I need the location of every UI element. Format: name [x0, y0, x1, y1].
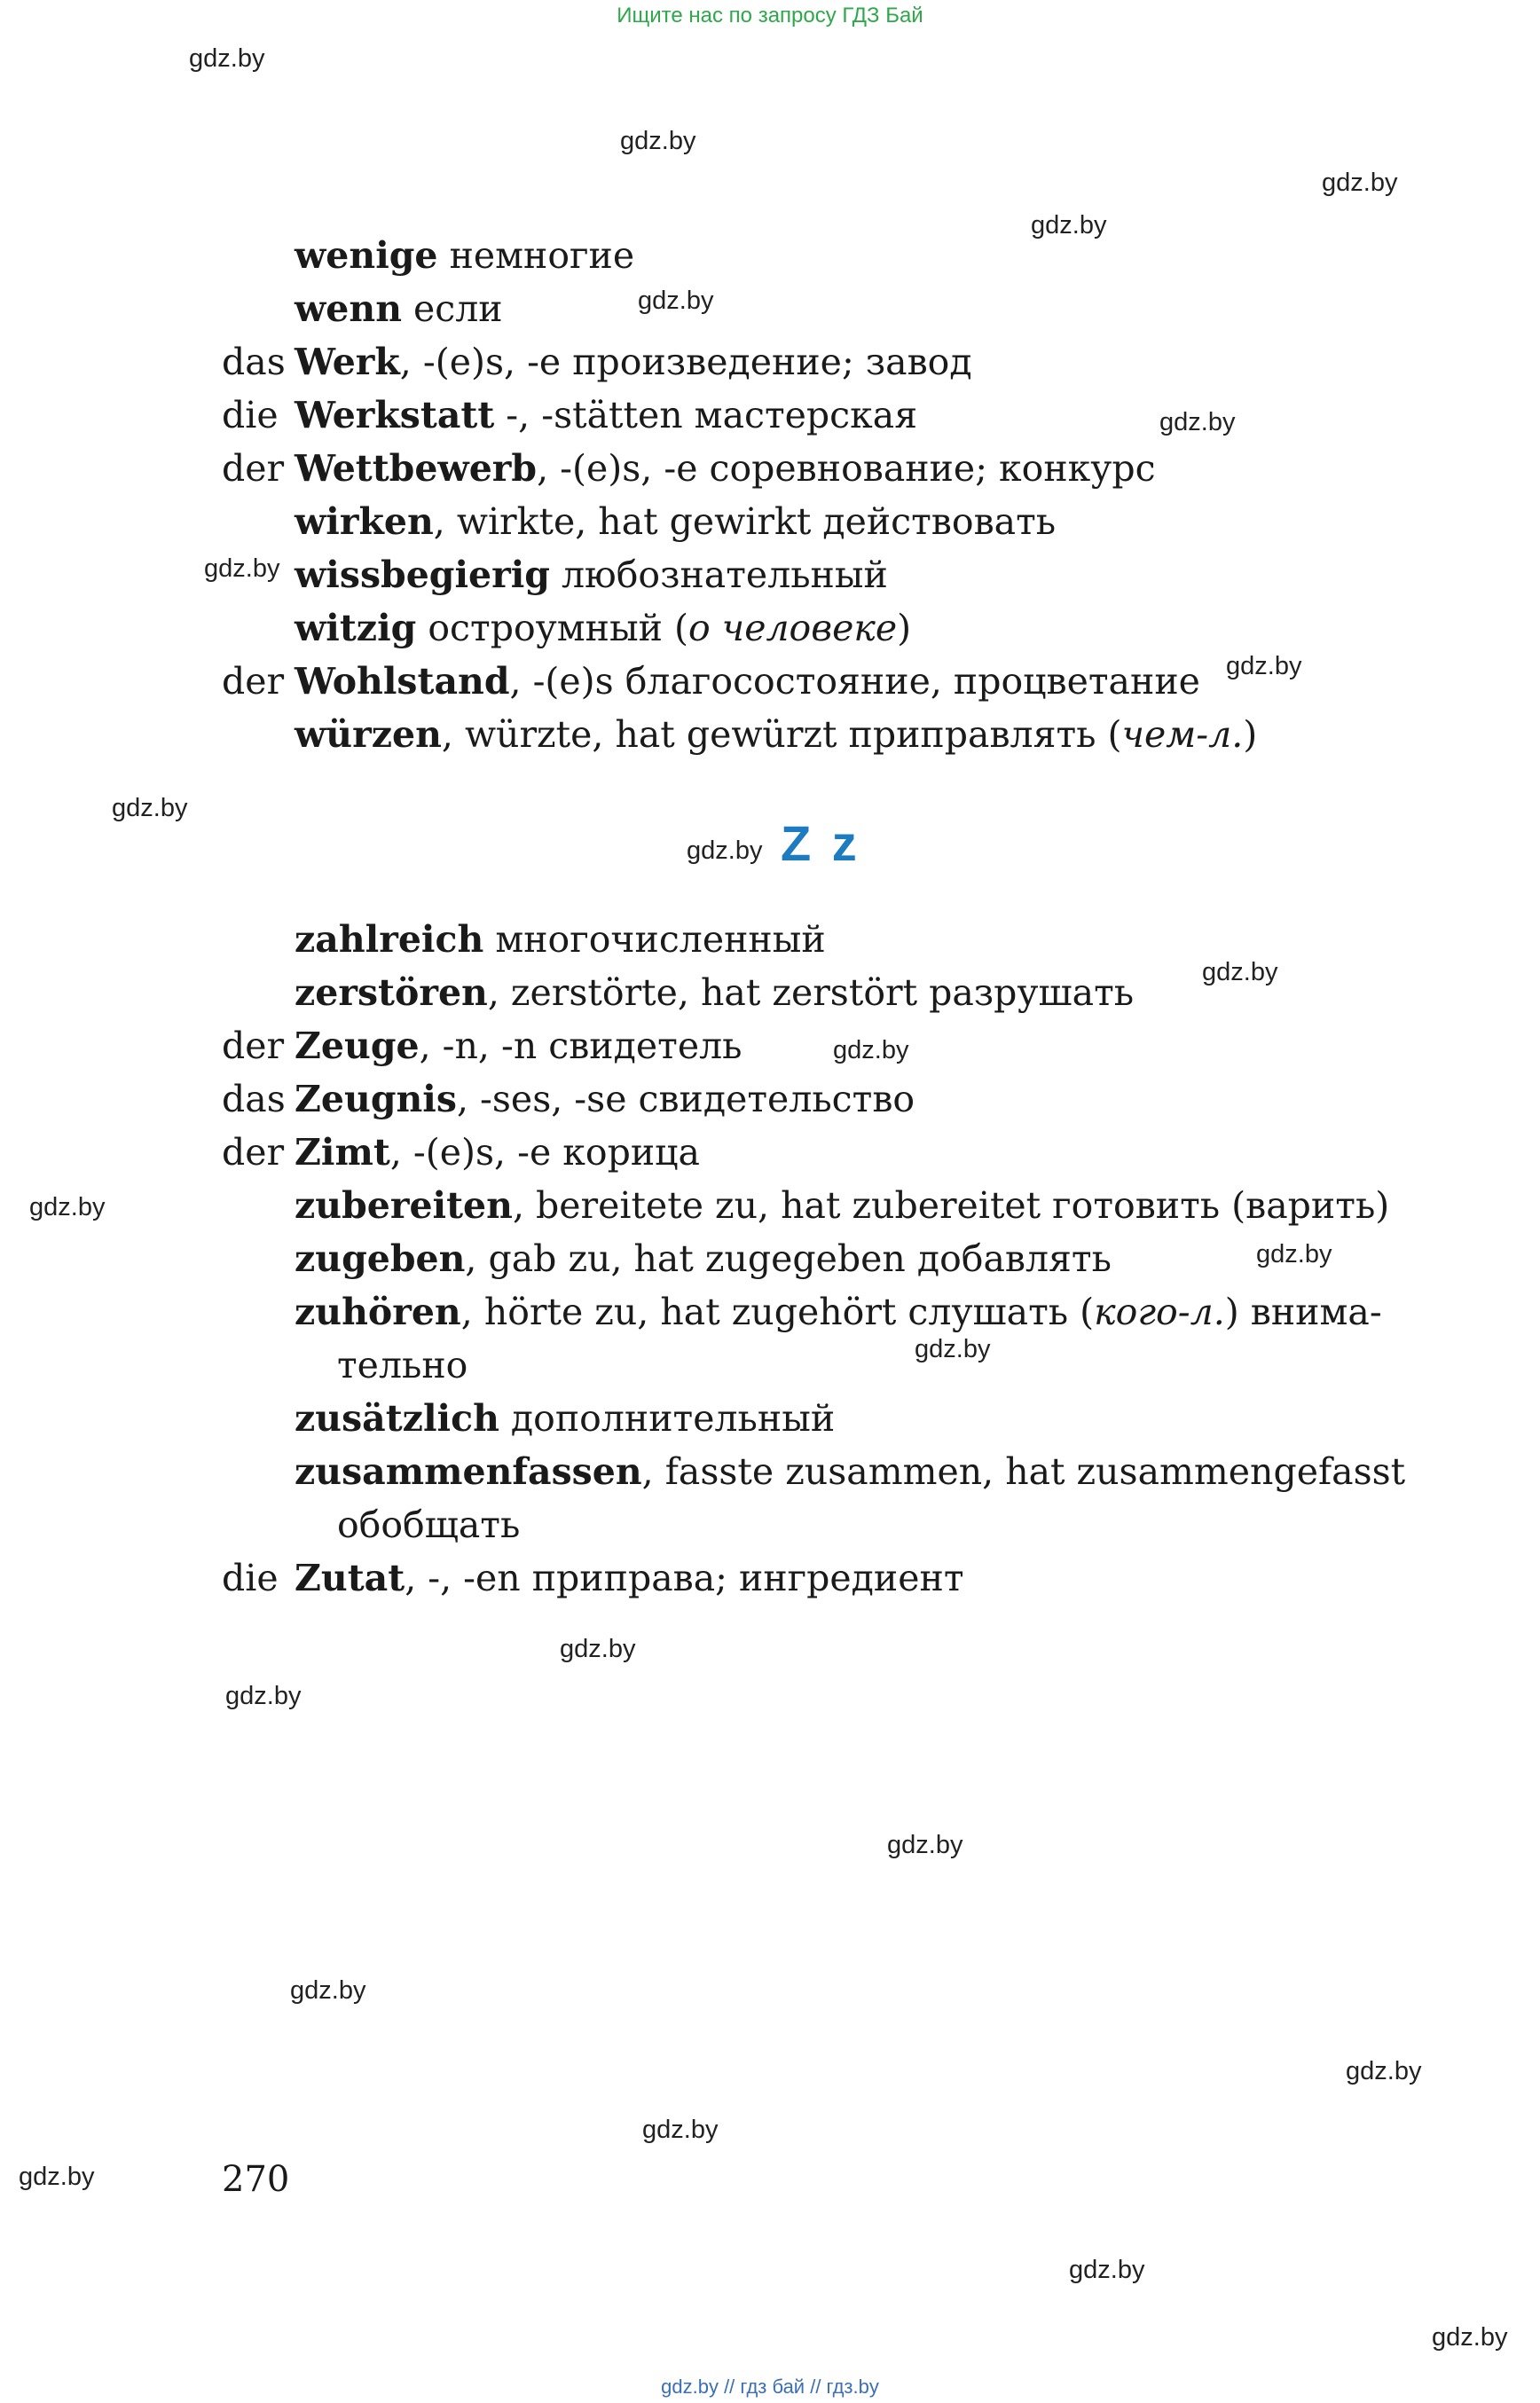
headword: wirken: [295, 500, 434, 543]
definition: , fasste zusammen, hat zusammengefasst: [641, 1450, 1406, 1493]
headword: Zeuge: [295, 1025, 420, 1067]
article: der: [222, 1131, 285, 1174]
watermark: gdz.by: [1256, 1240, 1332, 1268]
watermark: gdz.by: [560, 1635, 636, 1663]
watermark: gdz.by: [29, 1193, 106, 1221]
watermark: gdz.by: [19, 2163, 95, 2191]
watermark: gdz.by: [1159, 408, 1236, 436]
watermark: gdz.by: [638, 287, 714, 315]
watermark: gdz.by: [915, 1335, 991, 1363]
watermark: gdz.by: [1432, 2323, 1508, 2352]
article: der: [222, 660, 285, 703]
usage-note: о человеке: [688, 607, 898, 649]
definition: , zerstörte, hat zerstört разрушать: [487, 971, 1135, 1014]
headword: zubereiten: [295, 1184, 513, 1227]
watermark: gdz.by: [1069, 2256, 1145, 2284]
definition: , -(e)s, -e соревнование; конкурс: [537, 447, 1156, 490]
headword: zerstören: [295, 971, 488, 1014]
usage-note: кого-л.: [1094, 1291, 1225, 1333]
definition: , gab zu, hat zugegeben добавлять: [465, 1237, 1112, 1280]
watermark: gdz.by: [225, 1682, 302, 1710]
watermark: gdz.by: [1226, 652, 1302, 680]
headword: Wettbewerb: [295, 447, 538, 490]
definition: многочисленный: [483, 918, 826, 961]
headword: zusätzlich: [295, 1397, 499, 1440]
headword: wenn: [295, 287, 402, 330]
entry-continuation: обобщать: [337, 1504, 521, 1546]
section-letter: Z z: [781, 815, 860, 871]
definition: , bereitete zu, hat zubereitet готовить (варить): [512, 1184, 1390, 1227]
definition: , -n, -n свидетель: [419, 1025, 742, 1067]
headword: zugeben: [295, 1237, 466, 1280]
article: das: [222, 1078, 286, 1120]
article: der: [222, 1025, 285, 1067]
watermark: gdz.by: [189, 44, 265, 73]
page-number: 270: [222, 2159, 290, 2200]
headword: witzig: [295, 607, 417, 649]
watermark: gdz.by: [1031, 211, 1107, 240]
top-banner: Ищите нас по запросу ГДЗ Бай: [617, 4, 923, 27]
definition: остроумный (: [416, 607, 688, 649]
headword: wenige: [295, 234, 438, 277]
headword: Zimt: [295, 1131, 390, 1174]
definition: , würzte, hat gewürzt приправлять (: [441, 713, 1122, 756]
watermark: gdz.by: [887, 1831, 963, 1859]
headword: Zeugnis: [295, 1078, 457, 1120]
watermark: gdz.by: [1346, 2057, 1422, 2085]
definition-end: ): [897, 607, 912, 649]
definition: , -(e)s, -e корица: [389, 1131, 700, 1174]
headword: wissbegierig: [295, 554, 550, 596]
headword: zahlreich: [295, 918, 484, 961]
headword: zuhören: [295, 1291, 461, 1333]
article: die: [222, 394, 279, 436]
watermark: gdz.by: [620, 127, 696, 155]
definition: , -(e)s, -e произведение; завод: [399, 341, 972, 383]
headword: Werkstatt: [295, 394, 495, 436]
article: der: [222, 447, 285, 490]
headword: Werk: [295, 341, 400, 383]
headword: Wohlstand: [295, 660, 510, 703]
definition: , wirkte, hat gewirkt действовать: [433, 500, 1057, 543]
definition: , -(e)s благосостояние, процветание: [509, 660, 1200, 703]
article: das: [222, 341, 286, 383]
headword: Zutat: [295, 1557, 405, 1599]
bottom-banner[interactable]: gdz.by // гдз бай // гдз.by: [661, 2376, 879, 2398]
definition-end: ): [1243, 713, 1258, 756]
watermark: gdz.by: [1202, 958, 1278, 986]
watermark: gdz.by: [687, 836, 763, 865]
definition: если: [402, 287, 503, 330]
definition: немногие: [437, 234, 635, 277]
definition: дополнительный: [499, 1397, 836, 1440]
definition: любознательный: [549, 554, 888, 596]
definition-end: ) внима-: [1224, 1291, 1382, 1333]
headword: zusammenfassen: [295, 1450, 642, 1493]
definition: , hörte zu, hat zugehört слушать (: [460, 1291, 1095, 1333]
headword: würzen: [295, 713, 442, 756]
watermark: gdz.by: [1322, 169, 1398, 197]
watermark: gdz.by: [833, 1036, 909, 1064]
watermark: gdz.by: [642, 2116, 719, 2144]
usage-note: чем-л.: [1121, 713, 1244, 756]
article: die: [222, 1557, 279, 1599]
watermark: gdz.by: [112, 794, 188, 822]
definition: , -, -en приправа; ингредиент: [405, 1557, 964, 1599]
definition: -, -stätten мастерская: [494, 394, 918, 436]
watermark: gdz.by: [204, 554, 280, 583]
entry-continuation: тельно: [337, 1344, 468, 1386]
definition: , -ses, -se свидетельство: [456, 1078, 915, 1120]
watermark: gdz.by: [290, 1976, 366, 2005]
